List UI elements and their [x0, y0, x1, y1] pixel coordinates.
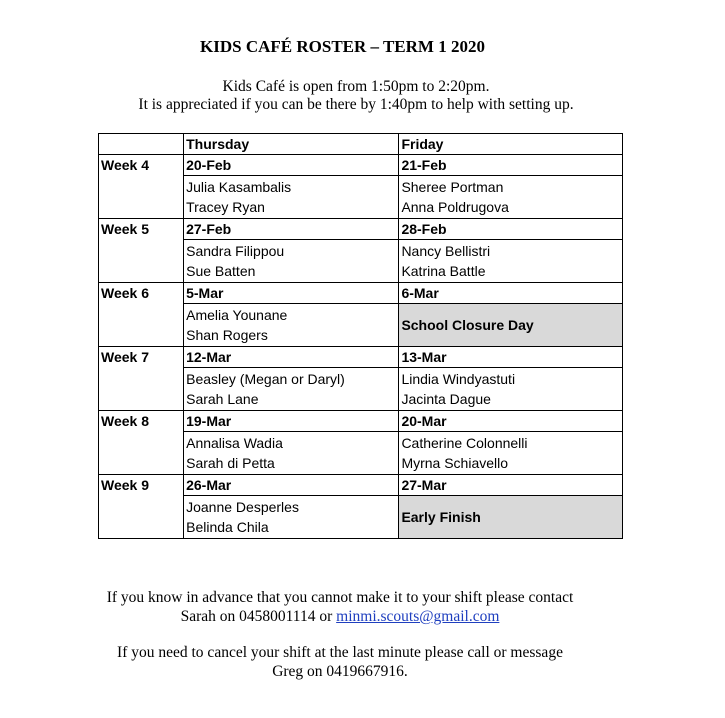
week-date-row	[99, 347, 623, 368]
friday-note: Early Finish	[399, 496, 623, 539]
thursday-date: 27-Feb	[184, 219, 399, 240]
thursday-volunteers	[184, 240, 399, 283]
friday-date: 27-Mar	[399, 475, 623, 496]
week-label: Week 4	[99, 155, 184, 219]
footer-line-1: If you know in advance that you cannot make it to your shift please contact	[106, 589, 574, 606]
email-link[interactable]: minmi.scouts@gmail.com	[336, 608, 500, 625]
roster-table	[98, 133, 623, 539]
volunteer-name: Annalisa Wadia	[186, 435, 283, 451]
intro-text	[0, 78, 712, 114]
friday-volunteers	[399, 240, 623, 283]
thursday-volunteers	[184, 432, 399, 475]
friday-note: School Closure Day	[399, 304, 623, 347]
volunteer-name: Amelia Younane	[186, 307, 288, 323]
week-date-row	[99, 283, 623, 304]
footer-line-4: Greg on 0419667916.	[272, 663, 408, 680]
volunteer-name: Catherine Colonnelli	[401, 435, 528, 451]
week-date-row	[99, 219, 623, 240]
friday-volunteers	[399, 176, 623, 219]
volunteer-name: Tracey Ryan	[186, 199, 265, 215]
footer-line-2	[0, 607, 680, 626]
volunteer-name: Lindia Windyastuti	[401, 371, 516, 387]
thursday-date: 12-Mar	[184, 347, 399, 368]
thursday-date: 19-Mar	[184, 411, 399, 432]
thursday-date: 20-Feb	[184, 155, 399, 176]
volunteer-name: Nancy Bellistri	[401, 243, 491, 259]
volunteer-name: Sarah di Petta	[186, 455, 275, 471]
volunteer-name: Beasley (Megan or Daryl)	[186, 371, 345, 387]
footer-line-2-text: Sarah on 0458001114 or	[180, 608, 337, 625]
volunteer-name: Joanne Desperles	[186, 499, 299, 515]
volunteer-name: Anna Poldrugova	[401, 199, 509, 215]
header-row	[99, 134, 623, 155]
week-label: Week 8	[99, 411, 184, 475]
friday-date: 28-Feb	[399, 219, 623, 240]
friday-volunteers	[399, 432, 623, 475]
volunteer-name: Belinda Chila	[186, 519, 269, 535]
header-week	[99, 134, 184, 155]
volunteer-name: Jacinta Dague	[401, 391, 491, 407]
week-label: Week 9	[99, 475, 184, 539]
volunteer-name: Sue Batten	[186, 263, 256, 279]
friday-date: 20-Mar	[399, 411, 623, 432]
volunteer-name: Myrna Schiavello	[401, 455, 509, 471]
footer-line-3: If you need to cancel your shift at the last minute please call or message	[117, 644, 563, 661]
friday-volunteers	[399, 368, 623, 411]
intro-line-2: It is appreciated if you can be there by 1:40pm to help with setting up.	[138, 96, 574, 113]
intro-line-1: Kids Café is open from 1:50pm to 2:20pm.	[222, 78, 490, 95]
friday-date: 21-Feb	[399, 155, 623, 176]
week-date-row	[99, 475, 623, 496]
footer-last-minute	[0, 643, 680, 681]
week-label: Week 6	[99, 283, 184, 347]
volunteer-name: Julia Kasambalis	[186, 179, 292, 195]
header-friday: Friday	[399, 134, 623, 155]
week-label: Week 5	[99, 219, 184, 283]
thursday-volunteers	[184, 496, 399, 539]
thursday-date: 5-Mar	[184, 283, 399, 304]
friday-date: 6-Mar	[399, 283, 623, 304]
volunteer-name: Sandra Filippou	[186, 243, 285, 259]
week-label: Week 7	[99, 347, 184, 411]
thursday-volunteers	[184, 368, 399, 411]
volunteer-name: Shan Rogers	[186, 327, 268, 343]
week-date-row	[99, 411, 623, 432]
volunteer-name: Katrina Battle	[401, 263, 486, 279]
volunteer-name: Sarah Lane	[186, 391, 259, 407]
week-date-row	[99, 155, 623, 176]
thursday-date: 26-Mar	[184, 475, 399, 496]
friday-date: 13-Mar	[399, 347, 623, 368]
page-title: KIDS CAFÉ ROSTER – TERM 1 2020	[200, 37, 485, 56]
thursday-volunteers	[184, 176, 399, 219]
thursday-volunteers	[184, 304, 399, 347]
volunteer-name: Sheree Portman	[401, 179, 504, 195]
header-thursday: Thursday	[184, 134, 399, 155]
footer-advance-notice	[0, 588, 680, 626]
